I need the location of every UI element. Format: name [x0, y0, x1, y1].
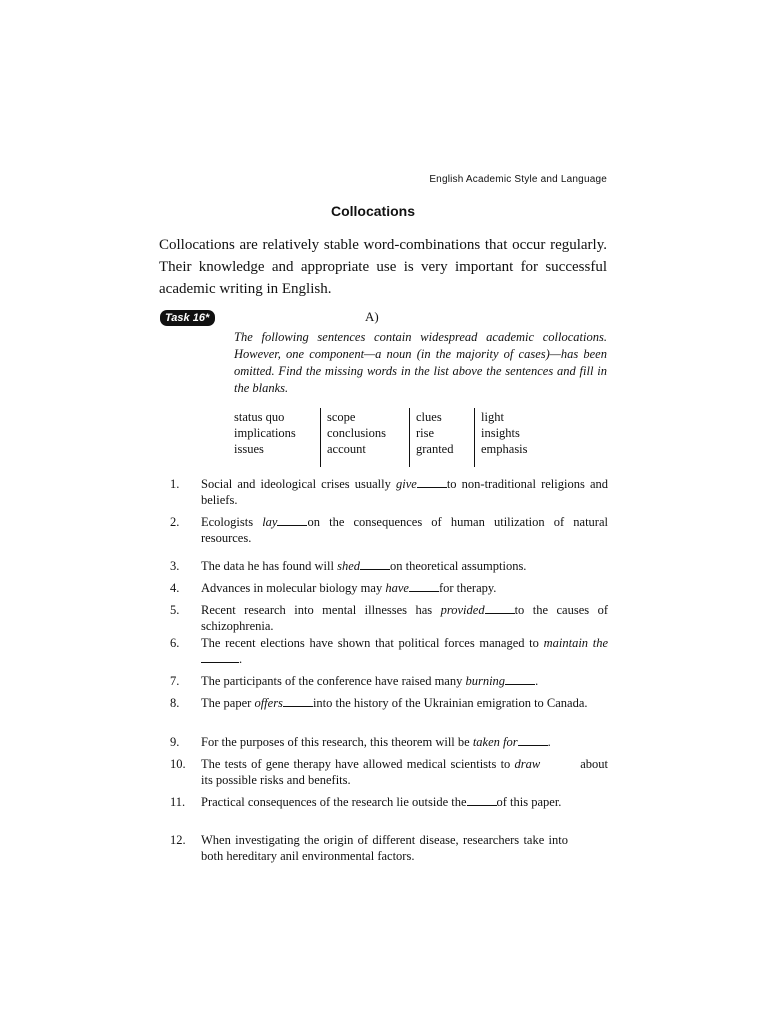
sentence-text: For the purposes of this research, this theorem will be — [201, 735, 473, 749]
word-list-item: granted — [416, 442, 454, 456]
fill-in-blank[interactable] — [201, 651, 239, 663]
sentence-item — [170, 756, 608, 794]
word-list-column-2 — [320, 408, 409, 467]
sentence-number: 7. — [170, 674, 180, 688]
word-list-item: conclusions — [327, 426, 387, 440]
fill-in-blank[interactable] — [467, 794, 497, 806]
sentence-item — [170, 558, 608, 580]
sentence-item — [170, 832, 608, 866]
sentence-item — [170, 580, 608, 602]
sentence-number: 4. — [170, 581, 180, 595]
sentence-item — [170, 602, 608, 635]
fill-in-blank[interactable] — [417, 476, 447, 488]
intro-paragraph: Collocations are relatively stable word-combinations that occur regularly. Their knowledge and appropriate use is very important for successful academic writing in English. — [159, 237, 607, 297]
sentence-text: about its possible risks and benefits. — [201, 757, 608, 787]
sentence-verb: lay — [262, 515, 278, 529]
fill-in-blank[interactable] — [360, 558, 390, 570]
sentence-item — [170, 673, 608, 695]
sentence-text: on theoretical assumptions. — [390, 559, 527, 573]
sentence-number: 3. — [170, 559, 180, 573]
sentence-verb: provided — [440, 603, 485, 617]
sentence-number: 10. — [170, 757, 186, 771]
word-list-column-3 — [409, 408, 474, 467]
sentence-text: . — [239, 652, 243, 666]
sentence-number: 8. — [170, 696, 180, 710]
sentence-text: for therapy. — [438, 581, 497, 595]
sentence-text: Advances in molecular biology may — [201, 581, 386, 595]
fill-in-blank[interactable] — [283, 695, 313, 707]
sentence-text: into the history of the Ukrainian emigration to Canada. — [312, 696, 588, 710]
sentence-verb: draw — [514, 757, 541, 771]
sentence-item — [170, 695, 608, 734]
task-badge: Task 16* — [160, 310, 215, 326]
sentence-item — [170, 514, 608, 558]
sentence-verb: give — [396, 477, 417, 491]
word-list-item: implications — [234, 426, 296, 440]
word-list-item: light — [481, 410, 504, 424]
word-list-item: emphasis — [481, 442, 528, 456]
sentence-text: The recent elections have shown that political forces managed to — [201, 636, 544, 650]
sentence-text: to non-traditional religions and beliefs. — [201, 477, 608, 507]
word-list-item: rise — [416, 426, 435, 440]
sentence-number: 5. — [170, 603, 180, 617]
sentence-item — [170, 476, 608, 514]
sentence-verb: shed — [337, 559, 360, 573]
sentence-text: When investigating the origin of different disease, researchers take into — [201, 833, 568, 847]
sentence-text: . — [547, 735, 551, 749]
word-list-column-1 — [228, 408, 320, 467]
sentence-number: 2. — [170, 515, 180, 529]
sentence-text: . — [535, 674, 539, 688]
word-list-column-4 — [474, 408, 567, 467]
sentence-text: Social and ideological crises usually — [201, 477, 396, 491]
sentence-verb: have — [385, 581, 409, 595]
sentence-text: The paper — [201, 696, 255, 710]
sentence-verb: taken for — [472, 735, 518, 749]
fill-in-blank[interactable] — [505, 673, 535, 685]
page-title: Collocations — [330, 203, 415, 219]
word-list-item: insights — [481, 426, 520, 440]
sentence-number: 6. — [170, 636, 180, 650]
fill-in-blank[interactable] — [277, 514, 307, 526]
sentence-text: on the consequences of human utilization of natural resources. — [201, 515, 608, 545]
fill-in-blank[interactable] — [518, 734, 548, 746]
sentence-text: Recent research into mental illnesses has — [201, 603, 441, 617]
running-header: English Academic Style and Language — [429, 174, 607, 185]
word-list-item: clues — [416, 410, 442, 424]
sentence-verb: offers — [254, 696, 283, 710]
sentence-text: The participants of the conference have raised many — [201, 674, 466, 688]
sentence-list — [170, 476, 608, 866]
word-list-item: account — [327, 442, 366, 456]
sentence-text: Practical consequences of the research lie outside the — [201, 795, 467, 809]
sentence-text: both hereditary anil environmental factors. — [201, 849, 415, 863]
word-list-item: status quo — [234, 410, 285, 424]
sentence-item — [170, 635, 608, 673]
sentence-number: 9. — [170, 735, 180, 749]
word-list-item: issues — [234, 442, 264, 456]
sentence-number: 11. — [170, 795, 186, 809]
fill-in-blank[interactable] — [409, 580, 439, 592]
section-label: A) — [365, 309, 379, 324]
sentence-text: to the causes of schizophrenia. — [201, 603, 608, 633]
sentence-verb: burning — [465, 674, 506, 688]
sentence-number: 12. — [170, 833, 186, 847]
sentence-item — [170, 734, 608, 756]
sentence-text: of this paper. — [496, 795, 562, 809]
sentence-number: 1. — [170, 477, 180, 491]
sentence-text: The tests of gene therapy have allowed medical scientists to — [201, 757, 515, 771]
sentence-text: The data he has found will — [201, 559, 338, 573]
task-instructions: The following sentences contain widespread academic collocations. However, one component—a noun (in the majority of cases)—has been omitted. Find the missing words in the list above the sentences and fill in the blanks. — [234, 330, 607, 395]
fill-in-blank[interactable] — [485, 602, 515, 614]
word-list-item: scope — [327, 410, 356, 424]
sentence-text: Ecologists — [201, 515, 263, 529]
sentence-item — [170, 794, 608, 832]
word-list-table — [228, 408, 567, 467]
sentence-verb: maintain the — [543, 636, 608, 650]
